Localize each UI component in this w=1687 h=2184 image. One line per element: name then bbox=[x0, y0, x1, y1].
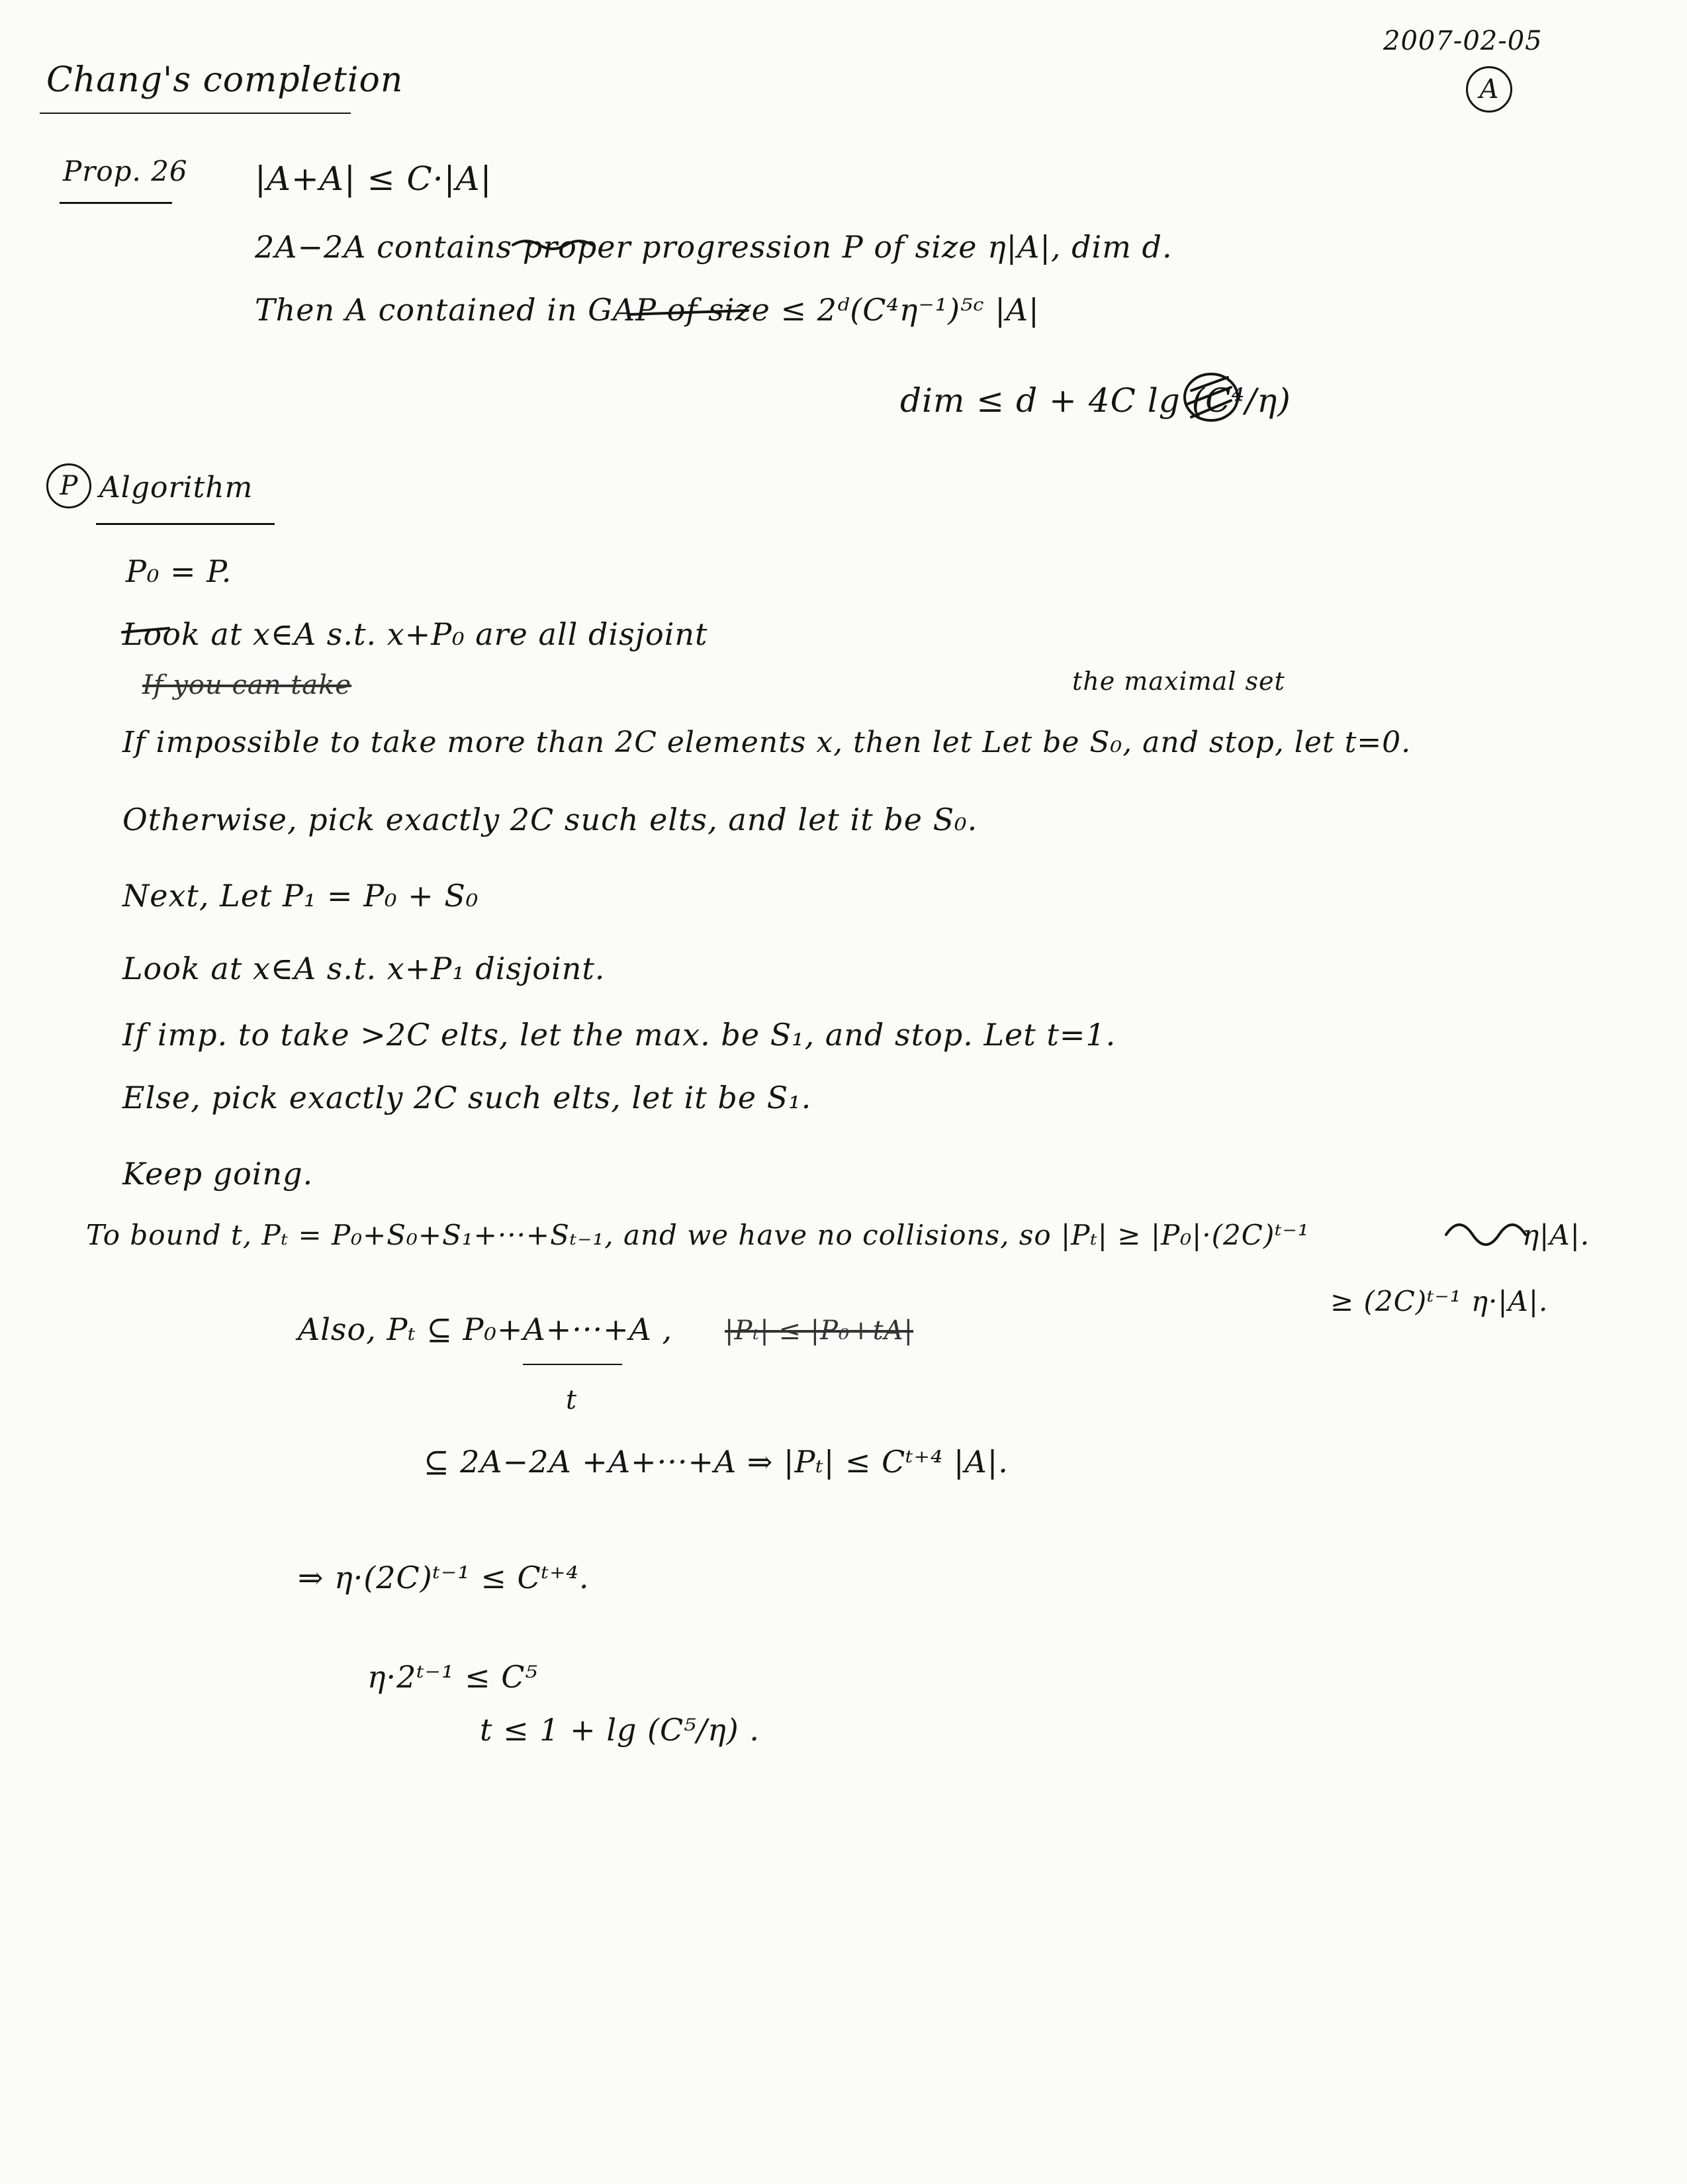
algo-line-keep-going: Keep going. bbox=[122, 1156, 314, 1192]
brace-label-t: t bbox=[566, 1385, 578, 1415]
algo-line-next: Next, Let P₁ = P₀ + S₀ bbox=[122, 878, 479, 914]
page-title: Chang's completion bbox=[46, 60, 404, 100]
algo-line-impossible-1: If impossible to take more than 2C elements x, then let Let be S₀, and stop, let t=0. bbox=[122, 726, 1412, 759]
algo-line-crossed: If you can take bbox=[142, 670, 352, 700]
bound-line-crossed: |Pₜ| ≤ |P₀+tA| bbox=[725, 1315, 914, 1346]
page-mark-letter: A bbox=[1479, 74, 1499, 105]
scribble-bound-tail bbox=[1446, 1225, 1526, 1245]
algo-annotation-maximal-set: the maximal set bbox=[1072, 667, 1285, 696]
algo-line-look-2: Look at x∈A s.t. x+P₁ disjoint. bbox=[122, 951, 606, 986]
bound-line-2: ≥ (2C)ᵗ⁻¹ η·|A|. bbox=[1330, 1285, 1549, 1317]
algo-line-else: Else, pick exactly 2C such elts, let it be S₁. bbox=[122, 1080, 812, 1116]
bound-line-subset: ⊆ 2A−2A +A+···+A ⇒ |Pₜ| ≤ Cᵗ⁺⁴ |A|. bbox=[424, 1444, 1009, 1480]
bound-line-implies: ⇒ η·(2C)ᵗ⁻¹ ≤ Cᵗ⁺⁴. bbox=[298, 1560, 590, 1595]
prop-line-2: 2A−2A contains proper progression P of size η|A|, dim d. bbox=[255, 229, 1173, 265]
scribble-dim-shade bbox=[1185, 374, 1238, 420]
algorithm-heading: Algorithm bbox=[99, 471, 253, 504]
algo-line-impossible-2: If imp. to take >2C elts, let the max. be S₁, and stop. Let t=1. bbox=[122, 1017, 1117, 1053]
bound-line-1: To bound t, Pₜ = P₀+S₀+S₁+···+Sₜ₋₁, and we have no collisions, so |Pₜ| ≥ |P₀|·(2C)ᵗ⁻¹ bbox=[86, 1219, 1310, 1251]
bound-line-eta-2: η·2ᵗ⁻¹ ≤ C⁵ bbox=[367, 1659, 538, 1695]
scribble-the bbox=[122, 628, 169, 632]
bound-line-t: t ≤ 1 + lg (C⁵/η) . bbox=[480, 1712, 760, 1748]
scribble-prop-line2 bbox=[513, 241, 592, 249]
prop-line-4: dim ≤ d + 4C lg (C⁴/η) bbox=[900, 381, 1291, 420]
algo-line-look-1: Look at x∈A s.t. x+P₀ are all disjoint bbox=[122, 616, 708, 652]
prop-label: Prop. 26 bbox=[63, 155, 188, 187]
bound-line-1-tail: η|A|. bbox=[1522, 1219, 1590, 1251]
algorithm-circle-letter: P bbox=[60, 471, 78, 501]
bound-line-also: Also, Pₜ ⊆ P₀+A+···+A , bbox=[298, 1311, 673, 1347]
scribble-prop-line3 bbox=[629, 310, 748, 314]
prop-line-3: Then A contained in GAP of size ≤ 2ᵈ(C⁴η⁻¹)⁵ᶜ |A| bbox=[255, 292, 1040, 328]
page-date: 2007-02-05 bbox=[1383, 26, 1543, 56]
prop-line-1: |A+A| ≤ C·|A| bbox=[255, 160, 492, 198]
algo-line-otherwise: Otherwise, pick exactly 2C such elts, and let it be S₀. bbox=[122, 802, 978, 837]
algo-line-p0: P₀ = P. bbox=[126, 553, 232, 589]
